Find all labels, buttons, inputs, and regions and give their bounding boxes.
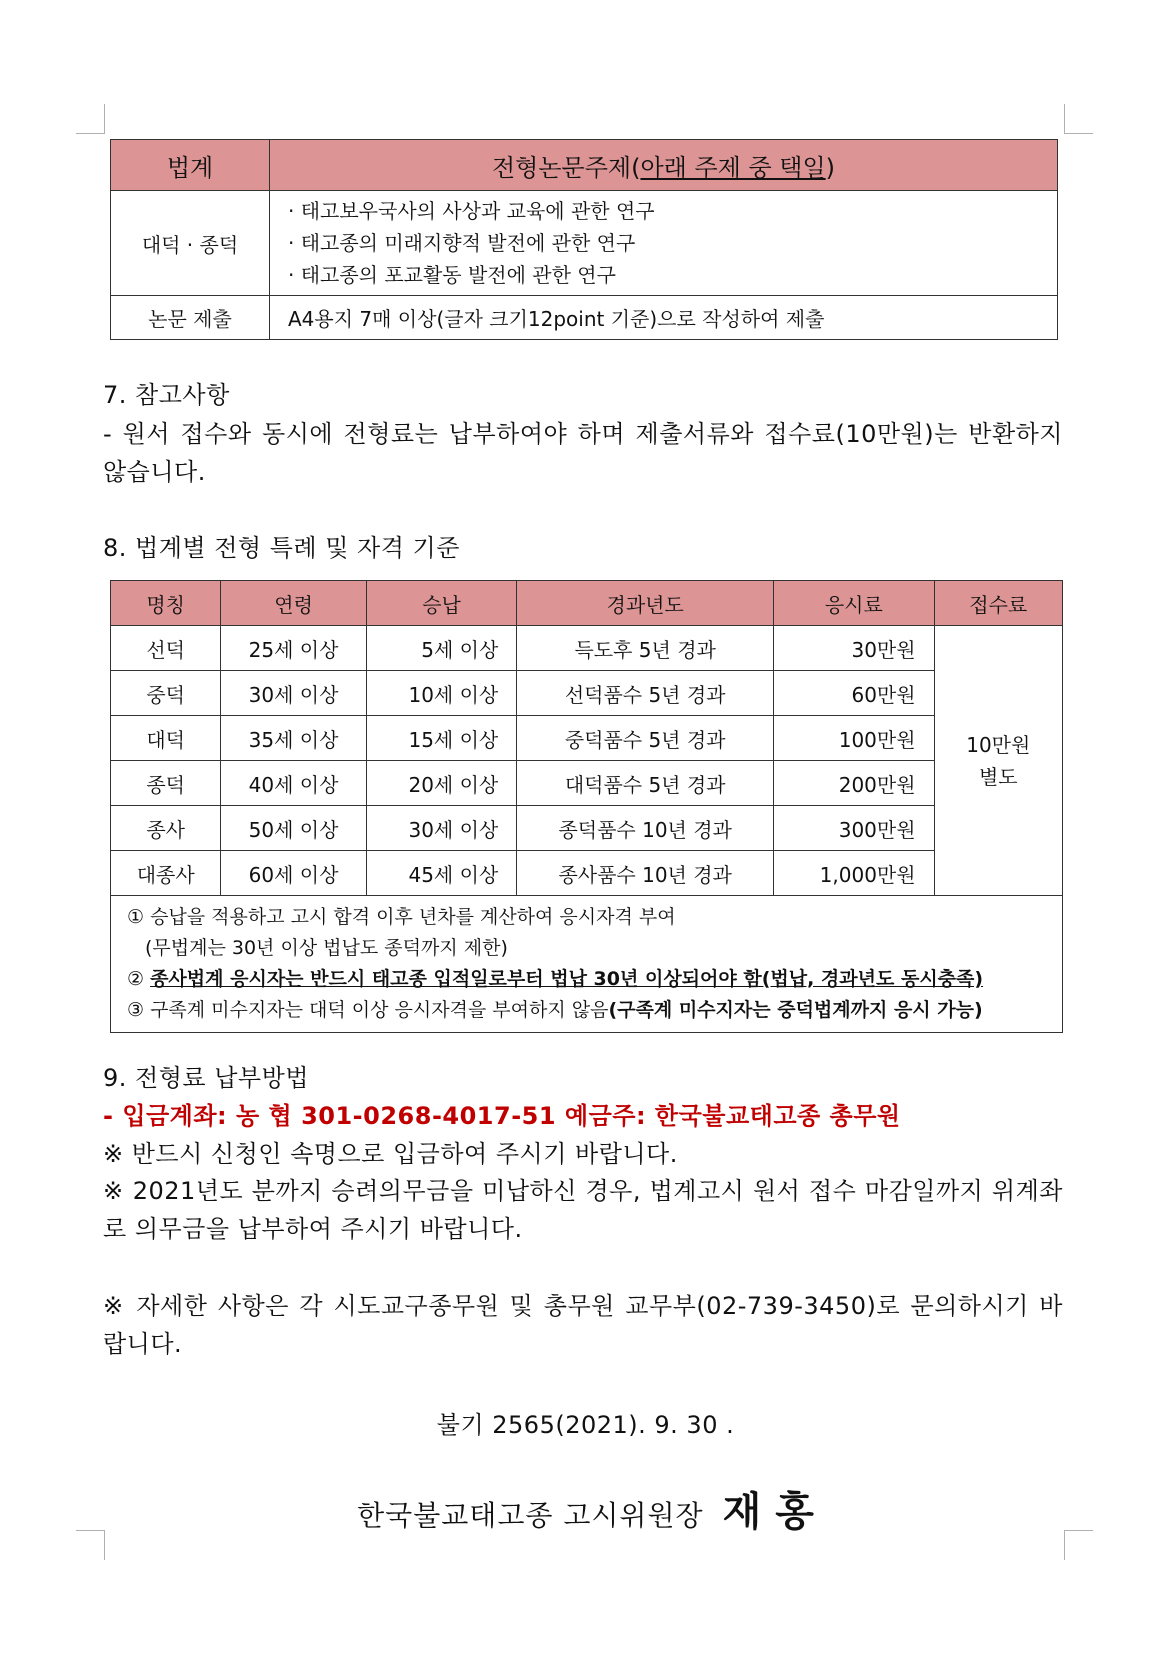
table-notes [111,896,1063,1033]
section8-heading: 8. 법계별 전형 특례 및 자격 기준 [103,534,460,562]
section7-heading: 7. 참고사항 [103,381,230,409]
note-2: ② 종사법계 응시자는 반드시 태고종 입적일로부터 법납 30년 이상되어야 함(법납, 경과년도 동시충족) [127,968,984,990]
cell-fee: 60만원 [774,671,935,716]
cell-elapsed: 득도후 5년 경과 [517,626,774,671]
row-label-rank: 대덕 · 종덕 [111,191,270,296]
crop-mark [1064,104,1065,134]
note-2-text: 종사법계 응시자는 반드시 태고종 입적일로부터 법납 30년 이상되어야 함(법납, 경과년도 동시충족) [150,968,984,990]
cell-elapsed: 중덕품수 5년 경과 [517,716,774,761]
note-1: ① 승납을 적용하고 고시 합격 이후 년차를 계산하여 응시자격 부여 [127,906,676,928]
topic-item: · 태고보우국사의 사상과 교육에 관한 연구 [288,199,655,223]
table-row [111,851,1063,896]
cell-age: 40세 이상 [221,761,366,806]
cell-elapsed: 선덕품수 5년 경과 [517,671,774,716]
signature-org: 한국불교태고종 고시위원장 [357,1499,704,1532]
submission-label: 논문 제출 [111,296,270,340]
header-age: 연령 [221,581,366,626]
cell-title: 종덕 [111,761,221,806]
cell-monk-years: 5세 이상 [366,626,516,671]
section9-note-2: ※ 2021년도 분까지 승려의무금을 미납하신 경우, 법계고시 원서 접수 마감일까지 위계좌로 의무금을 납부하여 주시기 바랍니다. [103,1177,1063,1243]
header-exam-fee: 응시료 [774,581,935,626]
table-row [111,806,1063,851]
bank-account-line: - 입금계좌: 농 협 301-0268-4017-51 예금주: 한국불교태고종 총무원 [103,1102,901,1130]
contact-note: ※ 자세한 사항은 각 시도교구종무원 및 총무원 교무부(02-739-3450)로 문의하시기 바랍니다. [103,1292,1063,1358]
header-monk-years: 승납 [366,581,516,626]
cell-age: 60세 이상 [221,851,366,896]
application-fee-amount: 10만원 [966,732,1031,757]
section9-note-1: ※ 반드시 신청인 속명으로 입금하여 주시기 바랍니다. [103,1140,678,1168]
thesis-topic-table [110,139,1058,340]
cell-age: 35세 이상 [221,716,366,761]
header-elapsed-years: 경과년도 [517,581,774,626]
cell-fee: 200만원 [774,761,935,806]
note-3: ③ 구족계 미수지자는 대덕 이상 응시자격을 부여하지 않음(구족계 미수지자는 중덕법계까지 응시 가능) [127,999,983,1021]
header-thesis-topic: 전형논문주제(아래 주제 중 택일) [270,140,1058,191]
note-1-sub: (무법계는 30년 이상 법납도 종덕까지 제한) [145,937,508,959]
cell-title: 대종사 [111,851,221,896]
cell-fee: 300만원 [774,806,935,851]
qualification-table [110,580,1063,1033]
cell-monk-years: 15세 이상 [366,716,516,761]
application-fee-note: 별도 [978,764,1018,789]
issue-date: 불기 2565(2021). 9. 30 . [436,1411,735,1439]
cell-monk-years: 30세 이상 [366,806,516,851]
cell-age: 25세 이상 [221,626,366,671]
table-row [111,716,1063,761]
table-row [111,626,1063,671]
cell-elapsed: 대덕품수 5년 경과 [517,761,774,806]
cell-title: 종사 [111,806,221,851]
table-row [111,671,1063,716]
header-title: 명칭 [111,581,221,626]
section9-heading: 9. 전형료 납부방법 [103,1064,309,1092]
table-row [111,761,1063,806]
submission-text: A4용지 7매 이상(글자 크기12point 기준)으로 작성하여 제출 [270,296,1058,340]
topic-item: · 태고종의 포교활동 발전에 관한 연구 [288,263,616,287]
cell-title: 대덕 [111,716,221,761]
cell-fee: 30만원 [774,626,935,671]
cell-title: 선덕 [111,626,221,671]
cell-age: 30세 이상 [221,671,366,716]
cell-elapsed: 종사품수 10년 경과 [517,851,774,896]
crop-mark [104,104,105,134]
topic-list [270,191,1058,296]
application-fee-cell [934,626,1062,896]
header-application-fee: 접수료 [934,581,1062,626]
cell-monk-years: 20세 이상 [366,761,516,806]
crop-mark [1064,133,1093,134]
cell-fee: 1,000만원 [774,851,935,896]
topic-item: · 태고종의 미래지향적 발전에 관한 연구 [288,231,636,255]
signature-name: 재 홍 [722,1489,814,1535]
cell-age: 50세 이상 [221,806,366,851]
cell-monk-years: 45세 이상 [366,851,516,896]
crop-mark [76,133,105,134]
section7-body: - 원서 접수와 동시에 전형료는 납부하여야 하며 제출서류와 접수료(10만원)는 반환하지 않습니다. [103,420,1063,486]
cell-title: 중덕 [111,671,221,716]
signature-block [0,1480,1171,1537]
cell-fee: 100만원 [774,716,935,761]
cell-monk-years: 10세 이상 [366,671,516,716]
cell-elapsed: 종덕품수 10년 경과 [517,806,774,851]
header-rank: 법계 [111,140,270,191]
